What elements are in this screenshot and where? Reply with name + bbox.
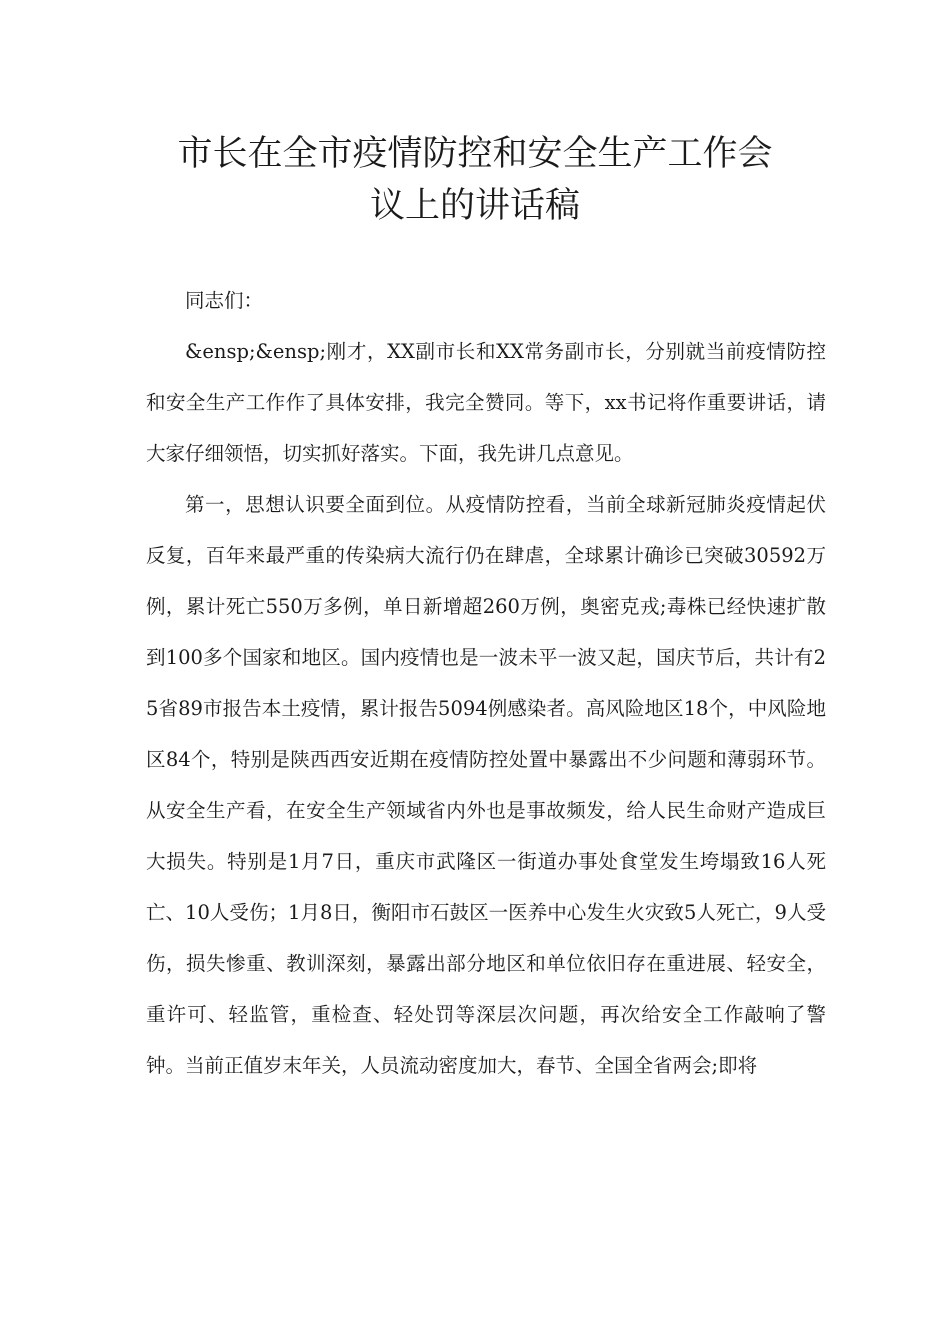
title-line-2: 议上的讲话稿: [369, 186, 580, 226]
document-body: [146, 275, 826, 1091]
point-one-paragraph: 第一，思想认识要全面到位。从疫情防控看，当前全球新冠肺炎疫情起伏反复，百年来最严重的传染病大流行仍在肆虐，全球累计确诊已突破30592万例，累计死亡550万多例，单日新增超260万例，奥密克戎;毒株已经快速扩散到100多个国家和地区。国内疫情也是一波未平一波又起，国庆节后，共计有25省89市报告本土疫情，累计报告5094例感染者。高风险地区18个，中风险地区84个，特别是陕西西安近期在疫情防控处置中暴露出不少问题和薄弱环节。从安全生产看，在安全生产领域省内外也是事故频发，给人民生命财产造成巨大损失。特别是1月7日，重庆市武隆区一街道办事处食堂发生垮塌致16人死亡、10人受伤；1月8日，衡阳市石鼓区一医养中心发生火灾致5人死亡，9人受伤，损失惨重、教训深刻，暴露出部分地区和单位依旧存在重进展、轻安全，重许可、轻监管，重检查、轻处罚等深层次问题，再次给安全工作敲响了警钟。当前正值岁末年关，人员流动密度加大，春节、全国全省两会;即将: [146, 493, 826, 1077]
title-line-1: 市长在全市疫情防控和安全生产工作会: [177, 134, 773, 174]
opening-paragraph: &ensp;&ensp;刚才，XX副市长和XX常务副市长，分别就当前疫情防控和安全生产工作作了具体安排，我完全赞同。等下，xx书记将作重要讲话，请大家仔细领悟，切实抓好落实。下面，我先讲几点意见。: [146, 340, 826, 465]
document-title: [120, 128, 830, 232]
salutation-paragraph: 同志们：: [185, 289, 264, 312]
